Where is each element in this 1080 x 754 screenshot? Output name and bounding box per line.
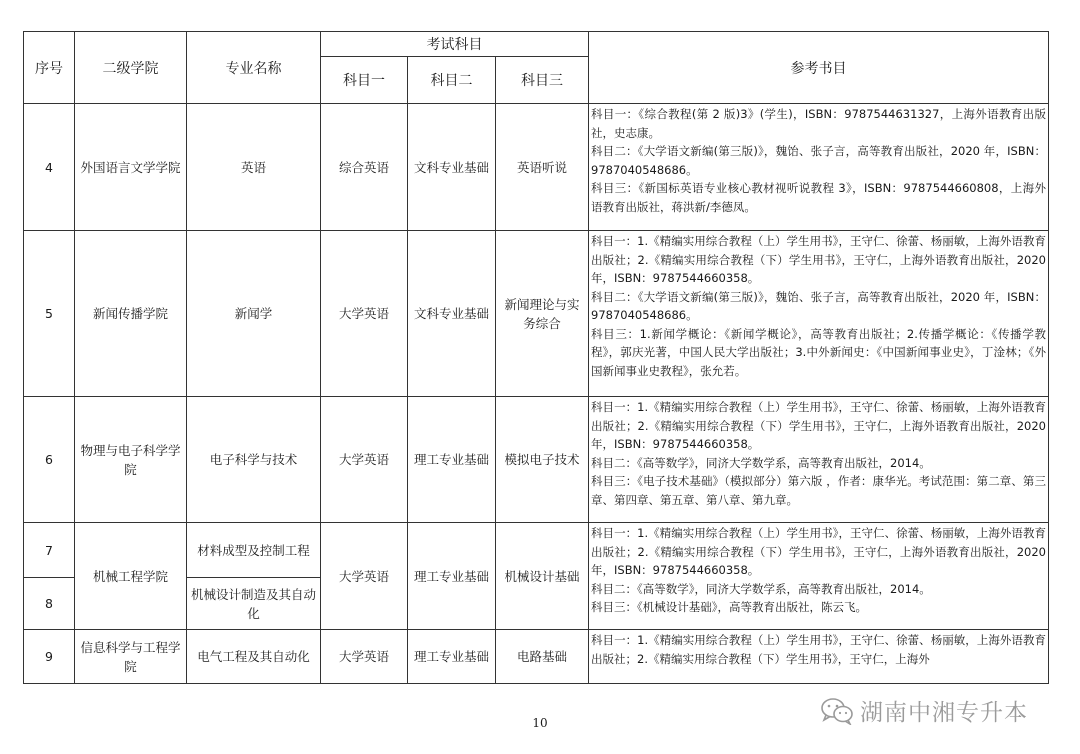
row-number: 7 — [24, 523, 75, 578]
major-cell: 材料成型及控制工程 — [187, 523, 321, 578]
header-subject-3: 科目三 — [496, 57, 589, 104]
page-number: 10 — [532, 716, 548, 730]
references-cell — [589, 104, 1049, 231]
subject-1-cell: 大学英语 — [321, 231, 408, 397]
subject-3-cell: 电路基础 — [496, 630, 589, 684]
subject-3-cell: 机械设计基础 — [496, 523, 589, 630]
reference-line: 科目一：1.《精编实用综合教程（上）学生用书》，王守仁、徐蕾、杨丽敏，上海外语教育出版社；2.《精编实用综合教程（下）学生用书》，王守仁，上海外语教育出版社，2020 年，ISBN：9787544660358。 — [591, 526, 1046, 577]
subject-2-cell: 文科专业基础 — [408, 231, 496, 397]
row-number: 4 — [24, 104, 75, 231]
document-page — [23, 31, 1048, 684]
references-cell — [589, 397, 1049, 523]
reference-line: 科目一：1.《精编实用综合教程（上）学生用书》，王守仁、徐蕾、杨丽敏，上海外语教育出版社；2.《精编实用综合教程（下）学生用书》，王守仁，上海外 — [591, 633, 1046, 666]
subject-2-cell: 理工专业基础 — [408, 397, 496, 523]
subject-1-cell: 大学英语 — [321, 523, 408, 630]
table-row — [24, 104, 1049, 231]
row-number: 9 — [24, 630, 75, 684]
college-cell: 机械工程学院 — [75, 523, 187, 630]
major-cell: 机械设计制造及其自动化 — [187, 578, 321, 630]
header-seq: 序号 — [24, 32, 75, 104]
references-cell — [589, 231, 1049, 397]
reference-line: 科目二：《高等数学》，同济大学数学系，高等教育出版社，2014。 — [591, 455, 931, 470]
college-cell: 新闻传播学院 — [75, 231, 187, 397]
reference-line: 科目三：1.新闻学概论：《新闻学概论》，高等教育出版社；2.传播学概论：《传播学教程》，郭庆光著，中国人民大学出版社；3.中外新闻史：《中国新闻事业史》，丁淦林；《外国新闻事业史教程》，张允若。 — [591, 326, 1046, 378]
header-college: 二级学院 — [75, 32, 187, 104]
major-cell: 电子科学与技术 — [187, 397, 321, 523]
reference-line: 科目二：《大学语文新编(第三版)》，魏饴、张子言，高等教育出版社，2020 年，ISBN：9787040548686。 — [591, 289, 1046, 322]
subject-1-cell: 综合英语 — [321, 104, 408, 231]
admissions-table — [23, 31, 1049, 684]
header-subject-1: 科目一 — [321, 57, 408, 104]
reference-line: 科目一：《综合教程(第 2 版)3》(学生)，ISBN：9787544631327，上海外语教育出版社，史志康。 — [591, 107, 1046, 140]
subject-3-cell: 英语听说 — [496, 104, 589, 231]
reference-line: 科目三：《机械设计基础》，高等教育出版社，陈云飞。 — [591, 600, 867, 614]
references-cell — [589, 523, 1049, 630]
header-references: 参考书目 — [589, 32, 1049, 104]
subject-2-cell: 理工专业基础 — [408, 523, 496, 630]
college-cell: 信息科学与工程学院 — [75, 630, 187, 684]
subject-3-cell: 新闻理论与实务综合 — [496, 231, 589, 397]
subject-2-cell: 文科专业基础 — [408, 104, 496, 231]
college-cell: 物理与电子科学学院 — [75, 397, 187, 523]
table-row — [24, 397, 1049, 523]
table-row — [24, 630, 1049, 684]
header-exam-subjects: 考试科目 — [321, 32, 589, 57]
reference-line: 科目三：《电子技术基础》（模拟部分）第六版 ，作者：康华光。考试范围：第二章、第三章、第四章、第五章、第八章、第九章。 — [591, 474, 1046, 507]
major-cell: 电气工程及其自动化 — [187, 630, 321, 684]
major-cell: 英语 — [187, 104, 321, 231]
row-number: 8 — [24, 578, 75, 630]
header-subject-2: 科目二 — [408, 57, 496, 104]
major-cell: 新闻学 — [187, 231, 321, 397]
references-cell — [589, 630, 1049, 684]
subject-1-cell: 大学英语 — [321, 630, 408, 684]
reference-line: 科目三：《新国标英语专业核心教材视听说教程 3》，ISBN：9787544660808，上海外语教育出版社，蒋洪新/李德凤。 — [591, 181, 1046, 214]
reference-line: 科目一：1.《精编实用综合教程（上）学生用书》，王守仁、徐蕾、杨丽敏，上海外语教育出版社；2.《精编实用综合教程（下）学生用书》，王守仁，上海外语教育出版社，2020 年，ISBN：9787544660358。 — [591, 234, 1046, 285]
reference-line: 科目二：《大学语文新编(第三版)》，魏饴、张子言，高等教育出版社，2020 年，ISBN：9787040548686。 — [591, 144, 1046, 177]
header-major: 专业名称 — [187, 32, 321, 104]
reference-line: 科目二：《高等数学》，同济大学数学系，高等教育出版社，2014。 — [591, 581, 931, 596]
row-number: 5 — [24, 231, 75, 397]
subject-2-cell: 理工专业基础 — [408, 630, 496, 684]
table-row — [24, 231, 1049, 397]
subject-3-cell: 模拟电子技术 — [496, 397, 589, 523]
watermark-text: 湖南中湘专升本 — [860, 700, 1028, 726]
college-cell: 外国语言文学学院 — [75, 104, 187, 231]
header-row-1 — [24, 32, 1049, 57]
subject-1-cell: 大学英语 — [321, 397, 408, 523]
row-number: 6 — [24, 397, 75, 523]
reference-line: 科目一：1.《精编实用综合教程（上）学生用书》，王守仁、徐蕾、杨丽敏，上海外语教育出版社；2.《精编实用综合教程（下）学生用书》，王守仁，上海外语教育出版社，2020 年，ISBN：9787544660358。 — [591, 400, 1046, 451]
table-row — [24, 523, 1049, 578]
